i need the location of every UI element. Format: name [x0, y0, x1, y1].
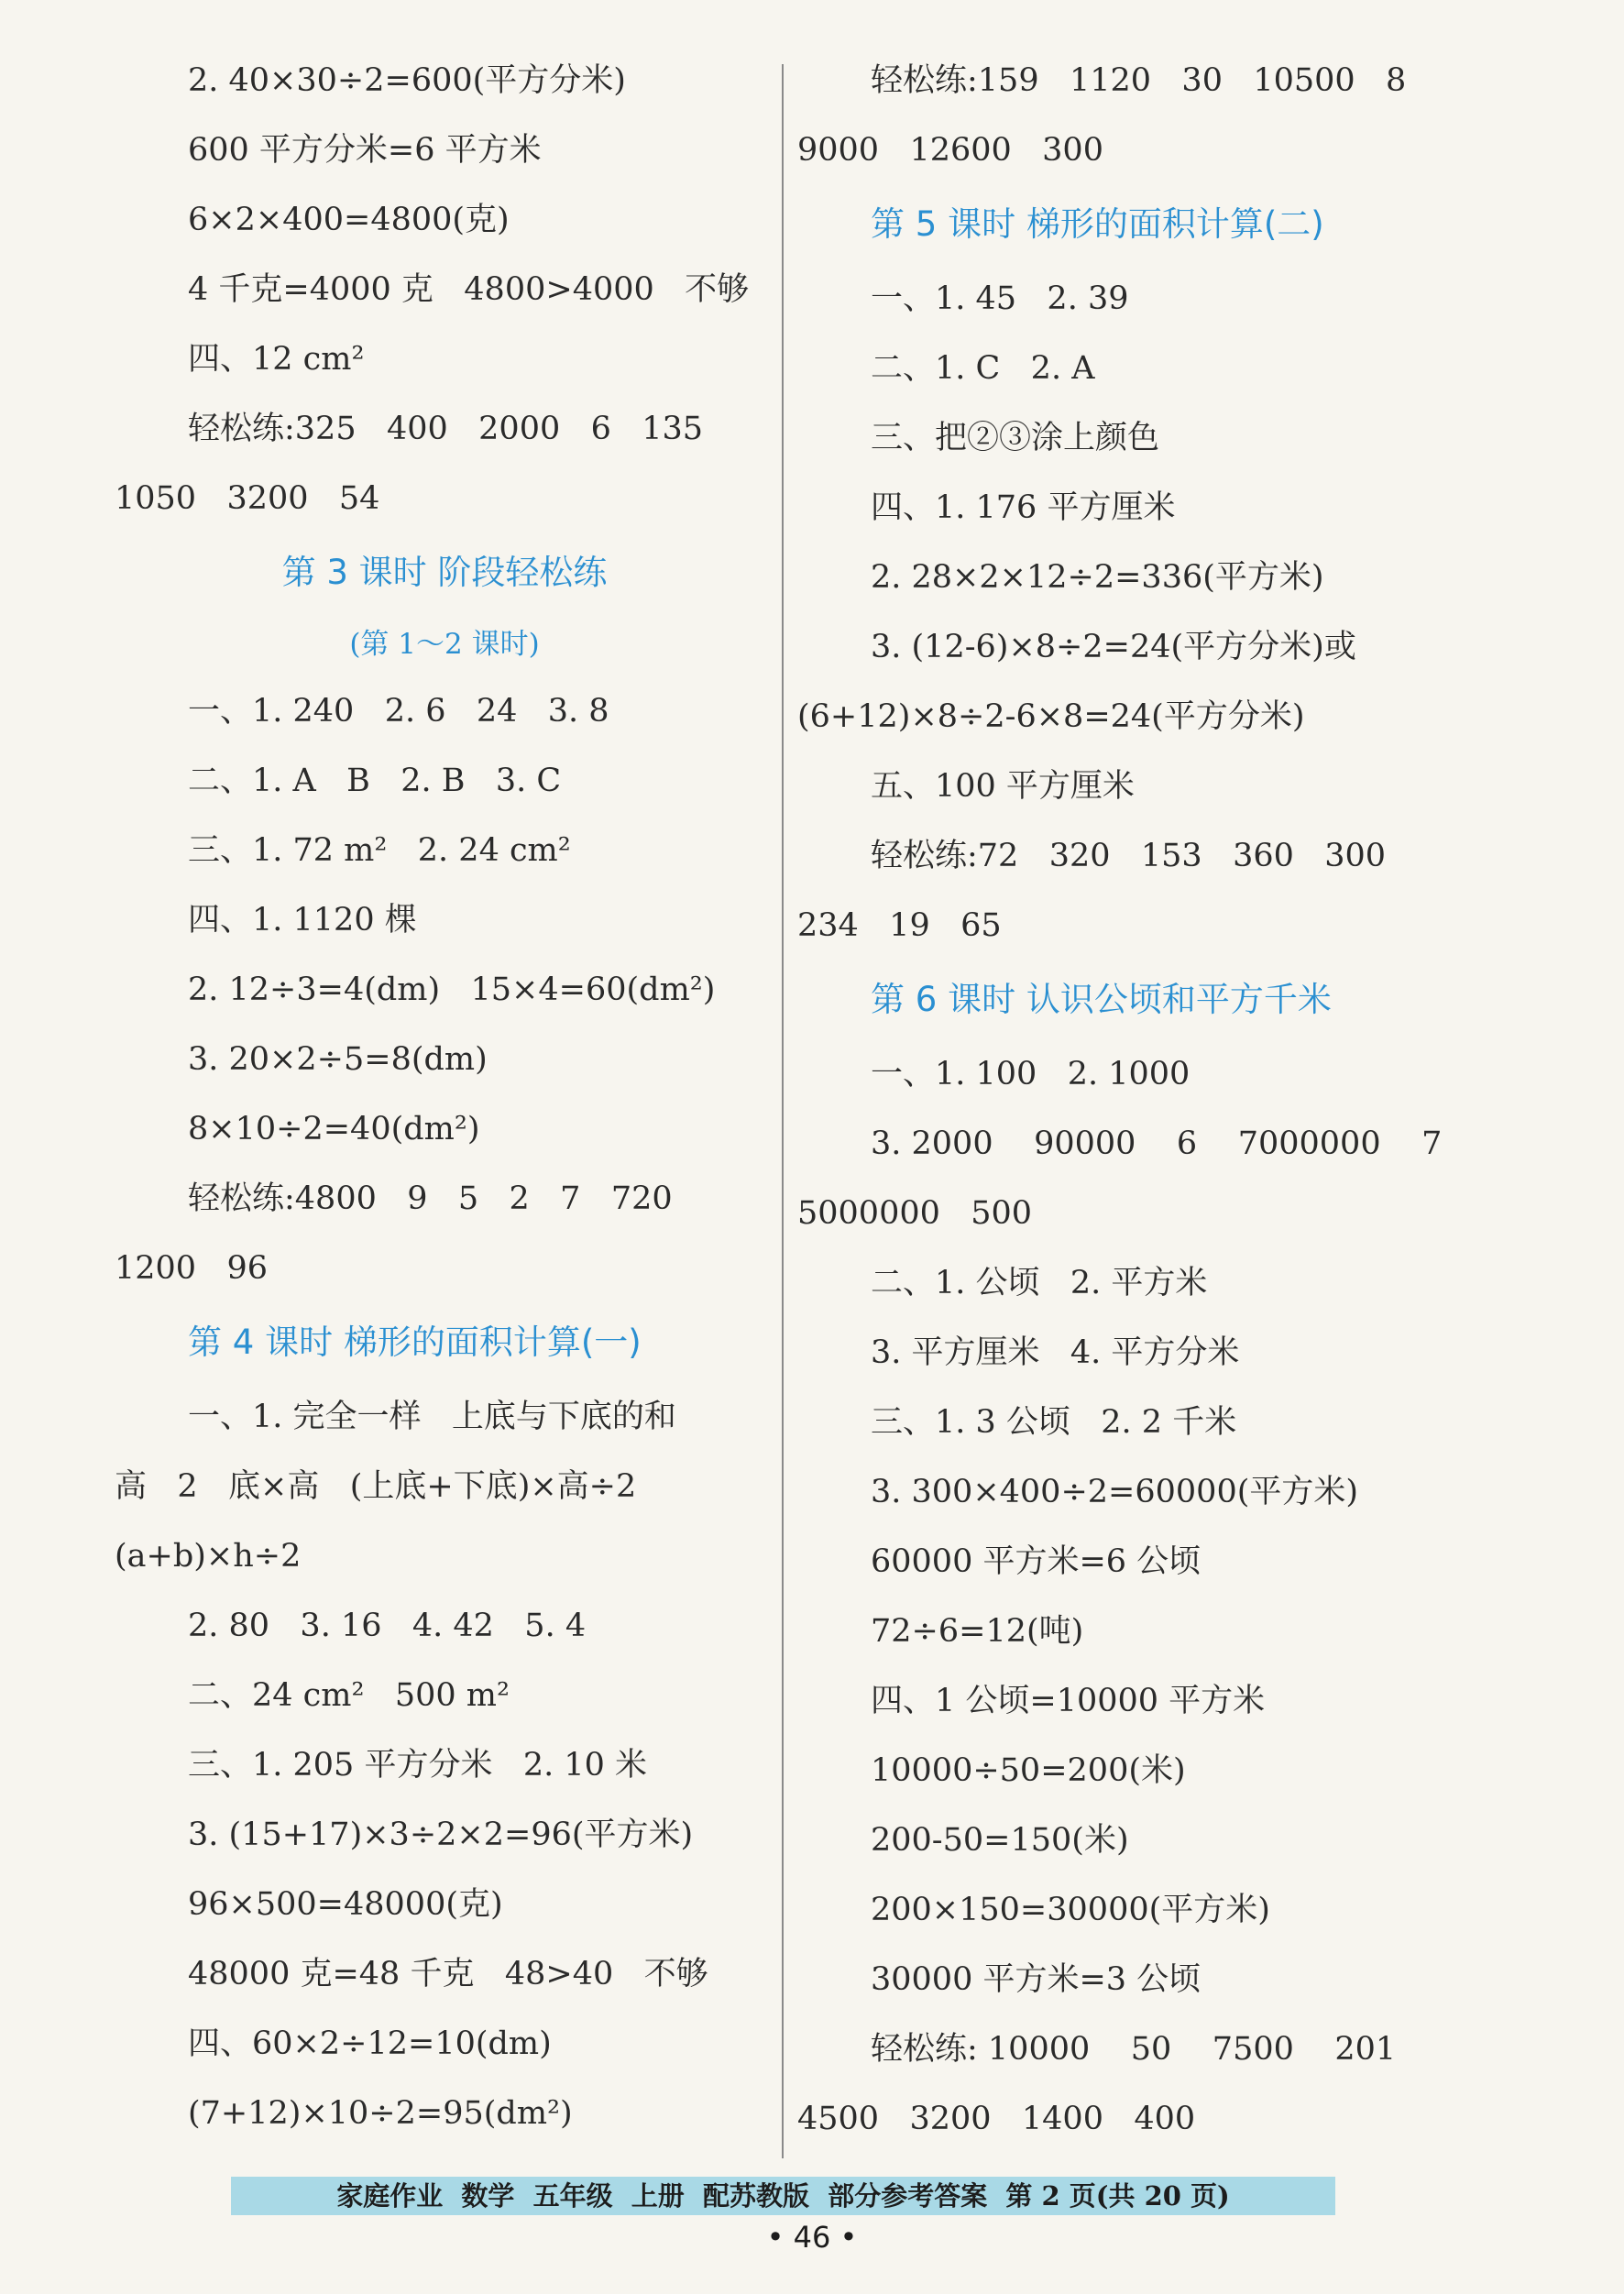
answer-line: 二、1. A B 2. B 3. C	[188, 763, 562, 799]
answer-line: 60000 平方米=6 公顷	[871, 1543, 1202, 1580]
answer-line: 2. 12÷3=4(dm) 15×4=60(dm²)	[188, 971, 716, 1008]
answer-line: 2. 40×30÷2=600(平方分米)	[188, 62, 626, 99]
footer-band: 家庭作业 数学 五年级 上册 配苏教版 部分参考答案 第 2 页(共 20 页)	[231, 2177, 1335, 2215]
answer-line: 二、1. C 2. A	[871, 350, 1095, 387]
page-number: • 46 •	[766, 2220, 858, 2255]
answer-line: (6+12)×8÷2-6×8=24(平方分米)	[797, 698, 1305, 735]
answer-line: 234 19 65	[797, 907, 1002, 944]
answer-line: 三、把②③涂上颜色	[871, 420, 1160, 456]
answer-line: (a+b)×h÷2	[115, 1538, 302, 1575]
answer-line: 3. 2000 90000 6 7000000 7	[871, 1125, 1443, 1162]
answer-line: 4500 3200 1400 400	[797, 2101, 1196, 2137]
answer-line: 轻松练:325 400 2000 6 135	[188, 411, 704, 447]
answer-line: 8×10÷2=40(dm²)	[188, 1111, 480, 1147]
answer-line: 3. 平方厘米 4. 平方分米	[871, 1334, 1240, 1371]
answer-line: 二、1. 公顷 2. 平方米	[871, 1265, 1208, 1301]
answer-line: 轻松练:72 320 153 360 300	[871, 838, 1387, 874]
answer-line: 10000÷50=200(米)	[871, 1752, 1186, 1789]
answer-line: 五、100 平方厘米	[871, 768, 1135, 805]
answer-line: 一、1. 240 2. 6 24 3. 8	[188, 693, 609, 730]
section-heading: 第 3 课时 阶段轻松练	[281, 553, 608, 592]
answer-line: 三、1. 3 公顷 2. 2 千米	[871, 1404, 1237, 1441]
section-heading: 第 6 课时 认识公顷和平方千米	[871, 980, 1332, 1019]
answer-line: 2. 28×2×12÷2=336(平方米)	[871, 559, 1324, 596]
answer-line: 四、1 公顷=10000 平方米	[871, 1683, 1266, 1719]
answer-line: 600 平方分米=6 平方米	[188, 132, 542, 169]
answer-line: 一、1. 100 2. 1000	[871, 1056, 1191, 1092]
left-column	[115, 46, 774, 2148]
answer-line: 三、1. 205 平方分米 2. 10 米	[188, 1747, 648, 1784]
answer-line: 轻松练:4800 9 5 2 7 720	[188, 1180, 673, 1217]
answer-line: 3. (12-6)×8÷2=24(平方分米)或	[871, 629, 1356, 665]
answer-line: 9000 12600 300	[797, 132, 1103, 169]
answer-line: 三、1. 72 m² 2. 24 cm²	[188, 832, 571, 869]
answer-line: (7+12)×10÷2=95(dm²)	[188, 2095, 573, 2132]
answer-line: 96×500=48000(克)	[188, 1886, 503, 1923]
answer-line: 一、1. 完全一样 上底与下底的和	[188, 1399, 676, 1435]
answer-line: 3. (15+17)×3÷2×2=96(平方米)	[188, 1817, 694, 1853]
answer-line: 轻松练:159 1120 30 10500 8	[871, 62, 1407, 99]
answer-line: 四、1. 176 平方厘米	[871, 489, 1176, 526]
answer-line: 4 千克=4000 克 4800>4000 不够	[188, 271, 750, 308]
answer-line: 四、1. 1120 棵	[188, 902, 417, 938]
answer-line: 3. 300×400÷2=60000(平方米)	[871, 1474, 1359, 1510]
answer-line: 5000000 500	[797, 1195, 1033, 1232]
answer-line: 1200 96	[115, 1250, 268, 1287]
answer-line: 一、1. 45 2. 39	[871, 280, 1129, 317]
answer-line: 6×2×400=4800(克)	[188, 202, 510, 238]
answer-line: 200-50=150(米)	[871, 1822, 1129, 1859]
answer-line: 30000 平方米=3 公顷	[871, 1961, 1202, 1998]
column-divider	[782, 64, 784, 2158]
answer-line: 2. 80 3. 16 4. 42 5. 4	[188, 1608, 587, 1644]
answer-line: 四、12 cm²	[188, 341, 365, 378]
answer-line: 高 2 底×高 (上底+下底)×高÷2	[115, 1468, 637, 1505]
answer-line: 3. 20×2÷5=8(dm)	[188, 1041, 488, 1078]
answer-line: 1050 3200 54	[115, 480, 380, 517]
answer-line: 200×150=30000(平方米)	[871, 1892, 1270, 1928]
section-subheading: (第 1～2 课时)	[349, 628, 540, 661]
answer-line: 48000 克=48 千克 48>40 不够	[188, 1956, 708, 1992]
right-column	[797, 46, 1494, 2154]
section-heading: 第 5 课时 梯形的面积计算(二)	[871, 204, 1324, 244]
answer-line: 轻松练: 10000 50 7500 201	[871, 2031, 1397, 2068]
section-heading: 第 4 课时 梯形的面积计算(一)	[188, 1323, 642, 1362]
answer-line: 四、60×2÷12=10(dm)	[188, 2025, 552, 2062]
answer-line: 72÷6=12(吨)	[871, 1613, 1084, 1650]
answer-line: 二、24 cm² 500 m²	[188, 1677, 510, 1714]
